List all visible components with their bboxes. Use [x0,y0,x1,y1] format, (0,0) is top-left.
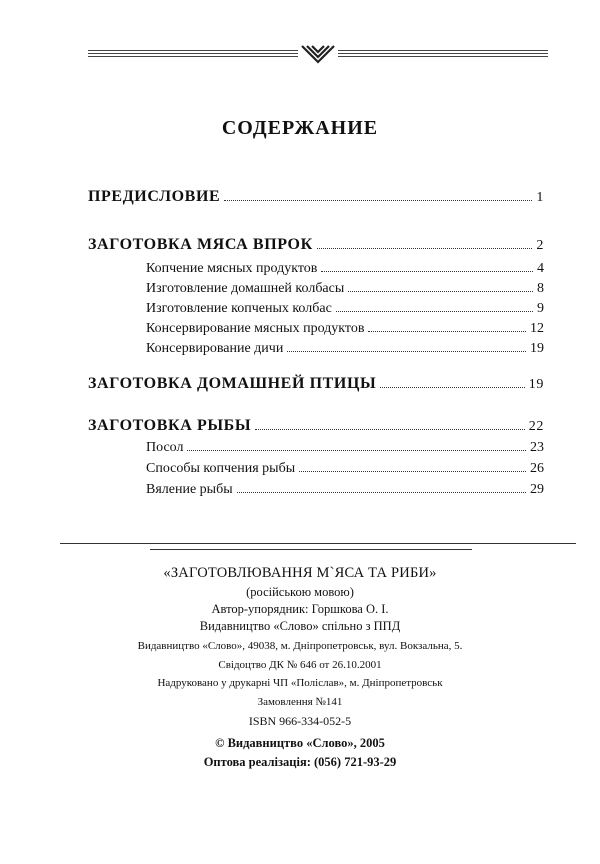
imprint-language: (російською мовою) [246,585,354,599]
toc-subentry [88,259,544,279]
chevron-ornament-icon [298,44,338,68]
toc-page-number: 4 [537,261,544,276]
toc-page-number: 1 [536,190,544,205]
toc-page-number: 9 [537,301,544,316]
toc-subentry [88,480,544,500]
toc-page-number: 19 [530,341,544,356]
toc-entry-label: Способы копчения рыбы [146,461,296,476]
toc-entry-label: ЗАГОТОВКА ДОМАШНЕЙ ПТИЦЫ [88,375,377,392]
toc-page-number: 26 [530,461,544,476]
toc-page-number: 29 [530,482,544,497]
imprint-copyright: © Видавництво «Слово», 2005 [215,736,385,750]
dot-leader [380,375,524,388]
toc-entry-label: Консервирование мясных продуктов [146,321,365,336]
toc-subentry [88,279,544,299]
toc-page-number: 22 [528,419,544,434]
dot-leader [255,417,525,430]
page-title: СОДЕРЖАНИЕ [221,117,379,139]
toc-entry-label: Вяление рыбы [146,482,233,497]
toc-entry [88,417,544,437]
imprint-certificate: Свідоцтво ДК № 646 от 26.10.2001 [218,659,382,671]
dot-leader [321,259,533,272]
divider [60,543,576,544]
dot-leader [317,236,533,249]
imprint-sales-phone: Оптова реалізація: (056) 721-93-29 [203,755,397,769]
toc-entry-label: Консервирование дичи [146,341,284,356]
toc-entry-label: ПРЕДИСЛОВИЕ [88,188,221,205]
toc-entry [88,236,544,256]
imprint-publisher: Видавництво «Слово» спільно з ППД [199,619,401,633]
toc-subentry [88,299,544,319]
imprint-address: Видавництво «Слово», 49038, м. Дніпропетровськ, вул. Вокзальна, 5. [137,640,463,652]
imprint-title: «ЗАГОТОВЛЮВАННЯ М`ЯСА ТА РИБИ» [163,565,437,581]
dot-leader [336,299,533,312]
dot-leader [368,319,526,332]
dot-leader [299,459,526,472]
dot-leader [287,339,526,352]
toc-page-number: 8 [537,281,544,296]
toc-entry [88,375,544,395]
toc-page-number: 19 [528,377,544,392]
imprint-order: Замовлення №141 [257,696,343,708]
toc-entry-label: Изготовление копченых колбас [146,301,332,316]
toc-entry-label: Посол [146,440,184,455]
dot-leader [237,480,526,493]
imprint-printer: Надруковано у друкарні ЧП «Поліслав», м. Дніпропетровськ [157,677,443,689]
toc-page-number: 2 [536,238,544,253]
dot-leader [187,438,526,451]
dot-leader [348,279,533,292]
divider [150,549,472,550]
imprint-author: Автор-упорядник: Горшкова О. І. [211,602,389,616]
toc-subentry [88,438,544,458]
toc-entry [88,188,544,208]
toc-entry-label: ЗАГОТОВКА РЫБЫ [88,417,252,434]
toc-page-number: 23 [530,440,544,455]
toc-entry-label: Изготовление домашней колбасы [146,281,345,296]
toc-subentry [88,459,544,479]
toc-page-number: 12 [530,321,544,336]
header-ornament [88,44,548,68]
dot-leader [224,188,532,201]
toc-entry-label: ЗАГОТОВКА МЯСА ВПРОК [88,236,313,253]
toc-subentry [88,319,544,339]
toc-entry-label: Копчение мясных продуктов [146,261,318,276]
imprint-isbn: ISBN 966-334-052-5 [248,714,352,728]
toc-subentry [88,339,544,359]
